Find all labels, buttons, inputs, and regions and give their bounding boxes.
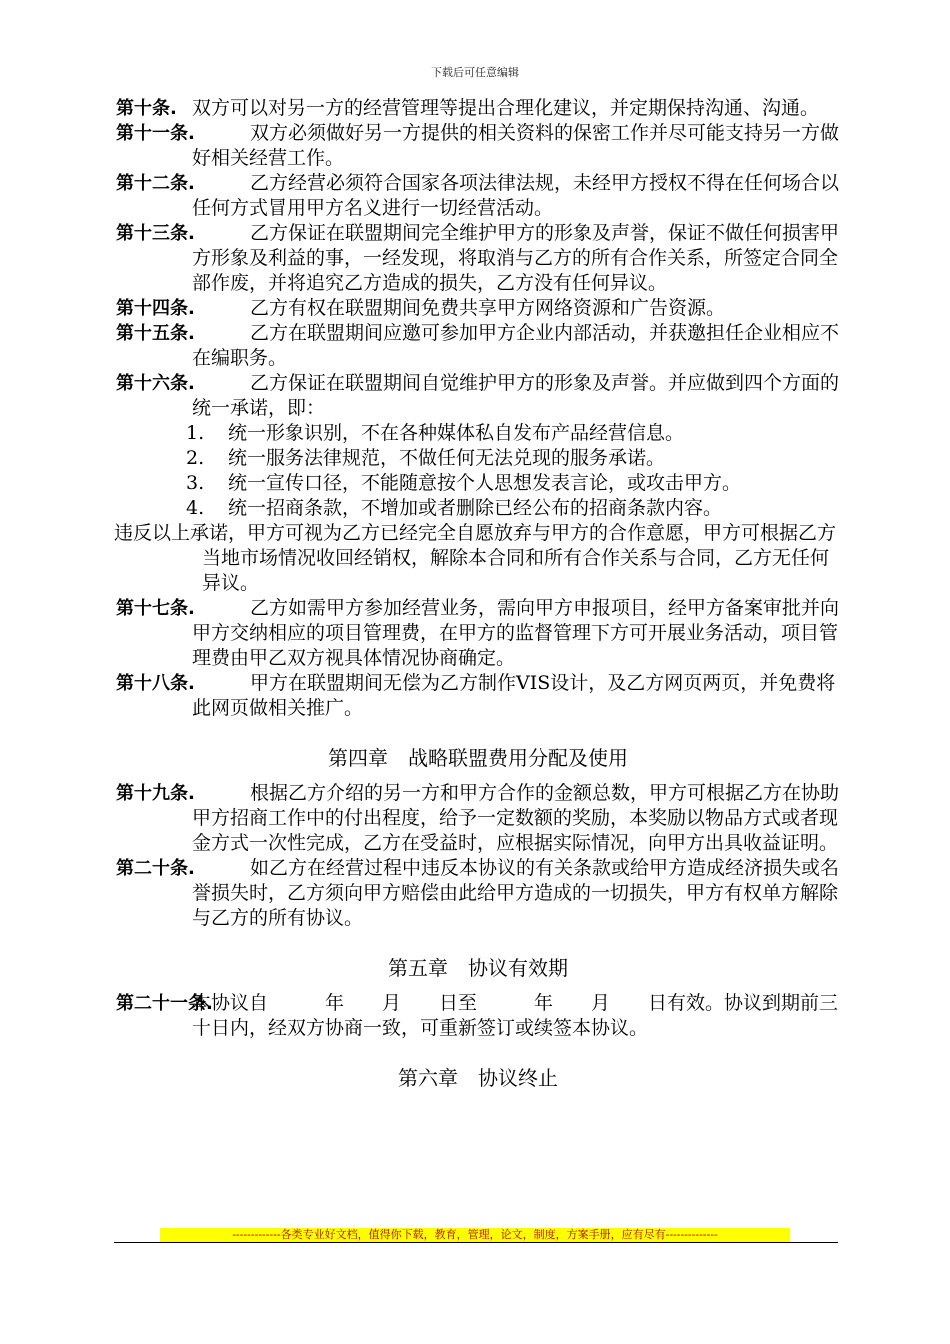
list-text: 统一宣传口径，不能随意按个人思想发表言论，或攻击甲方。: [228, 472, 742, 494]
article-number: 第十八条.: [116, 673, 195, 694]
list-text: 统一服务法律规范，不做任何无法兑现的服务承诺。: [228, 447, 666, 469]
article-text: 乙方如需甲方参加经营业务，需向甲方申报项目，经甲方备案审批并向甲方交纳相应的项目管理费，在甲方的监督管理下方可开展业务活动，项目管理费由甲乙双方视具体情况协商确定。: [192, 597, 840, 669]
article: [116, 96, 840, 121]
footer-banner: -------------各类专业好文档，值得你下载，教育，管理，论文，制度，方案手册，应有尽有--------------: [160, 1228, 790, 1242]
list-text: 统一形象识别，不在各种媒体私自发布产品经营信息。: [228, 422, 685, 444]
list-item: [116, 446, 840, 471]
article-number: 第二十条.: [116, 858, 195, 879]
article: [116, 221, 840, 296]
article-text: 双方必须做好另一方提供的相关资料的保密工作并尽可能支持另一方做好相关经营工作。: [192, 122, 840, 169]
violation-paragraph: 违反以上承诺，甲方可视为乙方已经完全自愿放弃与甲方的合作意愿，甲方可根据乙方当地市场情况收回经销权，解除本合同和所有合作关系与合同，乙方无任何异议。: [114, 522, 837, 594]
list-number: 3.: [186, 472, 205, 494]
article-text: 根据乙方介绍的另一方和甲方合作的金额总数，甲方可根据乙方在协助甲方招商工作中的付出程度，给予一定数额的奖励，本奖励以物品方式或者现金方式一次性完成，乙方在受益时，应根据实际情况，向甲方出具收益证明。: [192, 782, 840, 854]
commitment-list: [116, 421, 840, 521]
article-number: 第十一条.: [116, 123, 195, 144]
articles-section-c: [116, 781, 840, 931]
article-number: 第十九条.: [116, 783, 195, 804]
chapter-6-title: 第六章 协议终止: [398, 1066, 558, 1090]
list-item: [116, 496, 840, 521]
article-text: 本协议自 年 月 日至 年 月 日有效。协议到期前三十日内，经双方协商一致，可重新签订或续签本协议。: [192, 992, 839, 1039]
article: [116, 371, 840, 421]
article-text: 如乙方在经营过程中违反本协议的有关条款或给甲方造成经济损失或名誉损失时，乙方须向甲方赔偿由此给甲方造成的一切损失，甲方有权单方解除与乙方的所有协议。: [192, 857, 840, 929]
article-number: 第十条.: [116, 98, 177, 119]
chapter-4-title: 第四章 战略联盟费用分配及使用: [328, 746, 628, 770]
footer-rule: [114, 1242, 838, 1243]
list-number: 1.: [186, 422, 205, 444]
article-number: 第十四条.: [116, 298, 195, 319]
article-number: 第十六条.: [116, 373, 195, 394]
list-item: [116, 421, 840, 446]
article-number: 第十五条.: [116, 323, 195, 344]
article-text: 乙方保证在联盟期间自觉维护甲方的形象及声誉。并应做到四个方面的统一承诺，即：: [192, 372, 840, 419]
article-number: 第十七条.: [116, 598, 195, 619]
list-text: 统一招商条款，不增加或者删除已经公布的招商条款内容。: [228, 497, 723, 519]
article-text: 乙方有权在联盟期间免费共享甲方网络资源和广告资源。: [250, 297, 726, 319]
list-item: [116, 471, 840, 496]
article-number: 第十二条.: [116, 173, 195, 194]
list-number: 4.: [186, 497, 205, 519]
article-number: 第十三条.: [116, 223, 195, 244]
article: [116, 856, 840, 931]
article-21: [116, 991, 840, 1041]
article-text: 双方可以对另一方的经营管理等提出合理化建议，并定期保持沟通、沟通。: [192, 97, 820, 119]
article: [116, 596, 840, 671]
page-header: 下载后可任意编辑: [431, 66, 519, 79]
article-text: 乙方经营必须符合国家各项法律法规，未经甲方授权不得在任何场合以任何方式冒用甲方名义进行一切经营活动。: [192, 172, 840, 219]
article-text: 乙方保证在联盟期间完全维护甲方的形象及声誉，保证不做任何损害甲方形象及利益的事，一经发现，将取消与乙方的所有合作关系，所签定合同全部作废，并将追究乙方造成的损失，乙方没有任何异议。: [192, 222, 840, 294]
article: [116, 171, 840, 221]
article-number: 第二十一条.: [116, 993, 213, 1014]
article-text: 乙方在联盟期间应邀可参加甲方企业内部活动，并获邀担任企业相应不在编职务。: [192, 322, 840, 369]
list-number: 2.: [186, 447, 205, 469]
article: [116, 321, 840, 371]
chapter-5-title: 第五章 协议有效期: [388, 956, 568, 980]
article: [116, 671, 840, 721]
articles-section-a: [116, 96, 840, 421]
article-text: 甲方在联盟期间无偿为乙方制作VIS设计，及乙方网页两页，并免费将此网页做相关推广。: [192, 672, 836, 719]
article: [116, 781, 840, 856]
articles-section-b: [116, 596, 840, 721]
article: [116, 296, 840, 321]
document-body: [116, 96, 840, 1093]
article: [116, 121, 840, 171]
